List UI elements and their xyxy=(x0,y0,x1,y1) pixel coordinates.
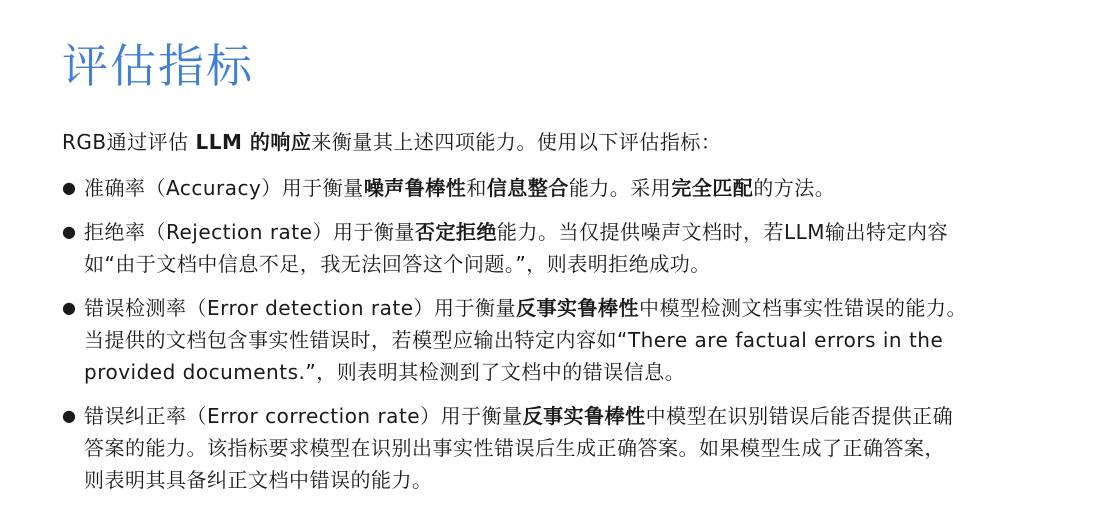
text: 中模型检测文档事实性错误的能力。 xyxy=(639,296,968,320)
bullet-line xyxy=(84,172,1102,204)
bold-term: 噪声鲁棒性 xyxy=(363,176,467,200)
bold-term: 信息整合 xyxy=(486,176,569,200)
slide-title: 评估指标 xyxy=(62,39,254,93)
bullet-line xyxy=(84,292,1102,324)
metric-error-correction-rate xyxy=(62,400,1102,496)
bullet-line xyxy=(84,324,1102,356)
text: 能力。采用 xyxy=(568,176,672,200)
metric-rejection-rate xyxy=(62,216,1102,280)
text: 能力。当仅提供噪声文档时，若LLM输出特定内容 xyxy=(496,220,948,244)
bullet-dot-icon: ● xyxy=(62,406,77,425)
text: 如“由于文档中信息不足，我无法回答这个问题。”，则表明拒绝成功。 xyxy=(84,252,711,276)
intro-text: 来衡量其上述四项能力。使用以下评估指标： xyxy=(311,130,722,154)
metric-list xyxy=(62,172,1102,508)
bullet-line xyxy=(84,356,1102,388)
text: 拒绝率（Rejection rate）用于衡量 xyxy=(84,220,415,244)
metric-accuracy xyxy=(62,172,1102,204)
bold-term: 反事实鲁棒性 xyxy=(516,296,640,320)
text: 错误检测率（Error detection rate）用于衡量 xyxy=(84,296,517,320)
bullet-line xyxy=(84,400,1102,432)
metric-error-detection-rate xyxy=(62,292,1102,388)
bold-term: 完全匹配 xyxy=(671,176,754,200)
text: 错误纠正率（Error correction rate）用于衡量 xyxy=(84,404,523,428)
bullet-dot-icon: ● xyxy=(62,178,77,197)
bullet-line xyxy=(84,464,1102,496)
text: 和 xyxy=(466,176,487,200)
bullet-line xyxy=(84,432,1102,464)
text: 的方法。 xyxy=(753,176,836,200)
bullet-line xyxy=(84,216,1102,248)
text: 当提供的文档包含事实性错误时，若模型应输出特定内容如“There are factual errors in the xyxy=(84,328,944,352)
intro-text: RGB通过评估 xyxy=(62,130,196,154)
text: provided documents.”，则表明其检测到了文档中的错误信息。 xyxy=(84,360,686,384)
bold-term: 反事实鲁棒性 xyxy=(522,404,646,428)
text: 中模型在识别错误后能否提供正确 xyxy=(645,404,954,428)
bullet-dot-icon: ● xyxy=(62,298,77,317)
intro-paragraph xyxy=(62,128,721,156)
bullet-dot-icon: ● xyxy=(62,222,77,241)
intro-bold: LLM 的响应 xyxy=(195,130,312,154)
text: 准确率（Accuracy）用于衡量 xyxy=(84,176,364,200)
text: 答案的能力。该指标要求模型在识别出事实性错误后生成正确答案。如果模型生成了正确答案， xyxy=(84,436,945,460)
text: 则表明其具备纠正文档中错误的能力。 xyxy=(84,468,433,492)
bold-term: 否定拒绝 xyxy=(414,220,497,244)
bullet-line xyxy=(84,248,1102,280)
